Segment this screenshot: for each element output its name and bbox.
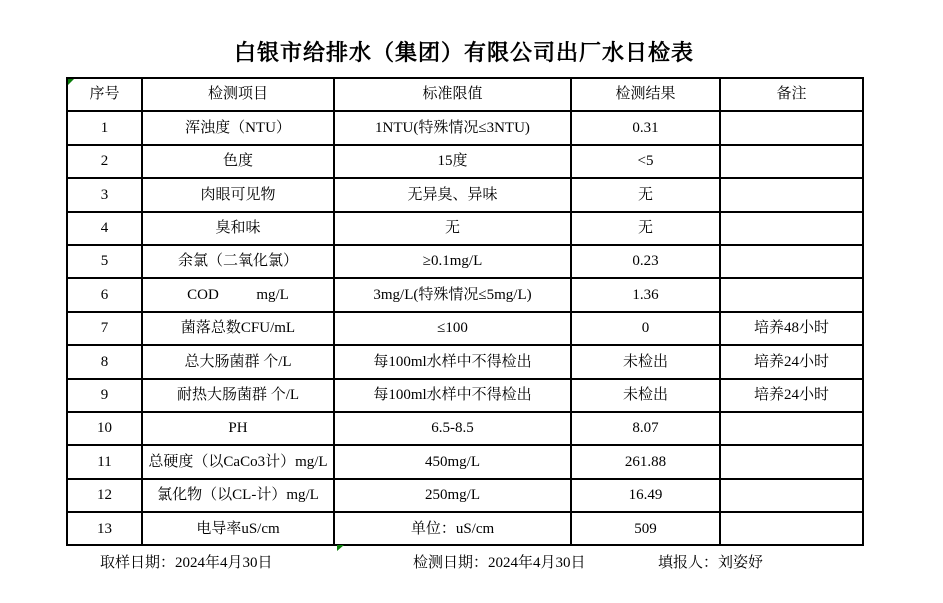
cell-item: 耐热大肠菌群 个/L	[142, 379, 334, 412]
cell-remark: 培养24小时	[720, 345, 863, 378]
cell-standard: 6.5-8.5	[334, 412, 571, 445]
cell-result: 8.07	[571, 412, 720, 445]
cell-no: 12	[67, 479, 142, 512]
column-header-result: 检测结果	[571, 78, 720, 111]
table-row	[67, 312, 863, 345]
cell-result: 1.36	[571, 278, 720, 311]
sampling-date: 取样日期：2024年4月30日	[100, 555, 273, 571]
cell-remark	[720, 479, 863, 512]
page-title: 白银市给排水（集团）有限公司出厂水日检表	[233, 40, 694, 65]
cell-item: 总硬度（以CaCo3计）mg/L	[142, 445, 334, 478]
table-row	[67, 345, 863, 378]
cell-no: 13	[67, 512, 142, 545]
cell-item: 肉眼可见物	[142, 178, 334, 211]
cell-item: 臭和味	[142, 212, 334, 245]
cell-no: 2	[67, 145, 142, 178]
cell-result: 261.88	[571, 445, 720, 478]
table-row	[67, 512, 863, 545]
column-header-no: 序号	[67, 78, 142, 111]
table-row	[67, 178, 863, 211]
cell-standard: ≤100	[334, 312, 571, 345]
cell-item: 余氯（二氧化氯）	[142, 245, 334, 278]
cell-no: 3	[67, 178, 142, 211]
cell-result: 无	[571, 212, 720, 245]
cell-no: 1	[67, 111, 142, 144]
cell-item: 总大肠菌群 个/L	[142, 345, 334, 378]
cell-remark	[720, 178, 863, 211]
cell-standard: 1NTU(特殊情况≤3NTU)	[334, 111, 571, 144]
cell-remark	[720, 245, 863, 278]
cell-no: 11	[67, 445, 142, 478]
cell-standard: 每100ml水样中不得检出	[334, 345, 571, 378]
cell-item: PH	[142, 412, 334, 445]
column-header-remark: 备注	[720, 78, 863, 111]
cell-no: 5	[67, 245, 142, 278]
table-row	[67, 145, 863, 178]
cell-result: 509	[571, 512, 720, 545]
cell-remark	[720, 512, 863, 545]
cell-remark	[720, 145, 863, 178]
cell-result: 16.49	[571, 479, 720, 512]
cell-standard: 无	[334, 212, 571, 245]
column-header-item: 检测项目	[142, 78, 334, 111]
cell-item: 电导率uS/cm	[142, 512, 334, 545]
cell-result: 未检出	[571, 345, 720, 378]
cell-remark	[720, 212, 863, 245]
table-row	[67, 278, 863, 311]
cell-standard: ≥0.1mg/L	[334, 245, 571, 278]
cell-result: 未检出	[571, 379, 720, 412]
cell-no: 4	[67, 212, 142, 245]
cell-remark	[720, 278, 863, 311]
cell-item: 浑浊度（NTU）	[142, 111, 334, 144]
cell-standard: 450mg/L	[334, 445, 571, 478]
cell-result: 0.31	[571, 111, 720, 144]
table-body	[67, 111, 863, 545]
cell-no: 10	[67, 412, 142, 445]
cell-result: <5	[571, 145, 720, 178]
cell-remark	[720, 111, 863, 144]
cell-no: 9	[67, 379, 142, 412]
test-date: 检测日期：2024年4月30日	[413, 555, 586, 571]
table-row	[67, 479, 863, 512]
cell-item: 色度	[142, 145, 334, 178]
cell-standard: 15度	[334, 145, 571, 178]
cell-standard: 3mg/L(特殊情况≤5mg/L)	[334, 278, 571, 311]
cell-item: 氯化物（以CL-计）mg/L	[142, 479, 334, 512]
cell-item: 菌落总数CFU/mL	[142, 312, 334, 345]
cell-item: COD mg/L	[142, 278, 334, 311]
reporter-name: 填报人：刘姿妤	[658, 555, 764, 571]
cell-standard: 无异臭、异味	[334, 178, 571, 211]
cell-remark	[720, 445, 863, 478]
cell-result: 无	[571, 178, 720, 211]
cell-result: 0	[571, 312, 720, 345]
cell-result: 0.23	[571, 245, 720, 278]
cell-standard: 单位：uS/cm	[334, 512, 571, 545]
table-row	[67, 111, 863, 144]
cell-standard: 250mg/L	[334, 479, 571, 512]
table-row	[67, 445, 863, 478]
cell-remark	[720, 412, 863, 445]
table-row	[67, 245, 863, 278]
table-row	[67, 379, 863, 412]
cell-standard: 每100ml水样中不得检出	[334, 379, 571, 412]
cell-no: 8	[67, 345, 142, 378]
inspection-table	[66, 77, 864, 546]
table-row	[67, 412, 863, 445]
cell-remark: 培养24小时	[720, 379, 863, 412]
table-row	[67, 212, 863, 245]
cell-remark: 培养48小时	[720, 312, 863, 345]
footer	[0, 551, 943, 573]
cell-no: 7	[67, 312, 142, 345]
cell-no: 6	[67, 278, 142, 311]
column-header-standard: 标准限值	[334, 78, 571, 111]
table-header-row	[67, 78, 863, 111]
